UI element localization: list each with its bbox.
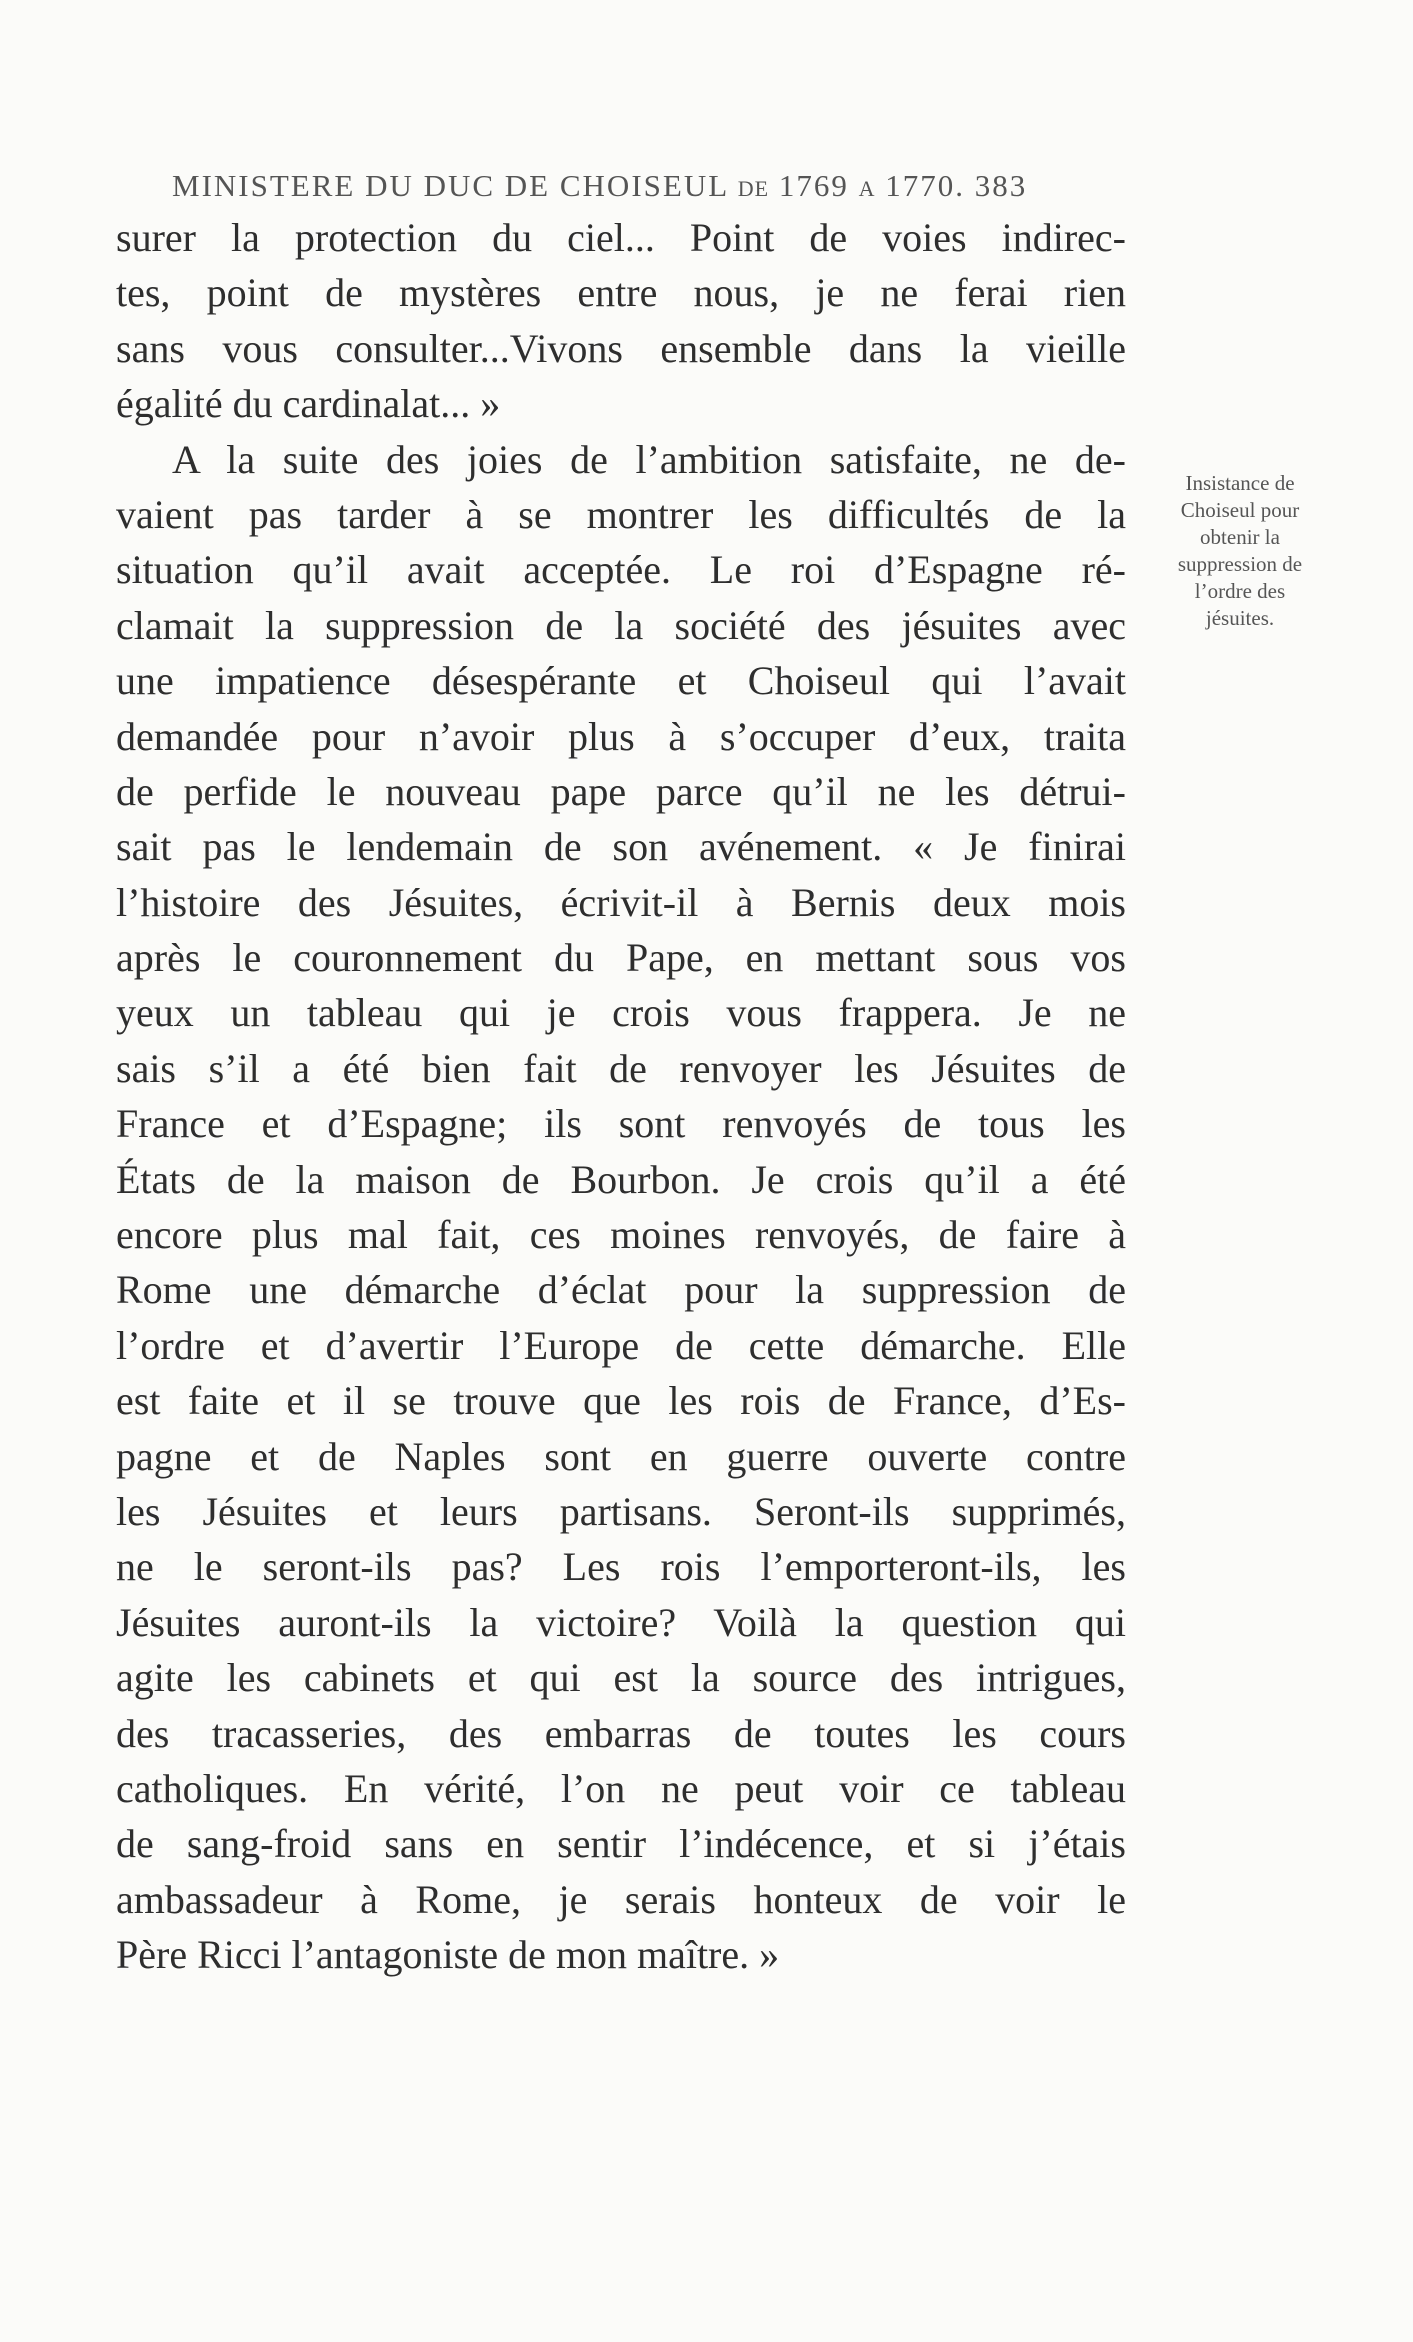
page-number: 383 [974,168,1028,203]
text-line: agite les cabinets et qui est la source des intrigues, [116,1655,1126,1701]
text-line: l’histoire des Jésuites, écrivit-il à Bernis deux mois [116,879,1126,925]
text-line: tes, point de mystères entre nous, je ne ferai rien [116,270,1126,316]
margin-note-line: Insistance de [1185,471,1295,495]
margin-note-line: obtenir la [1200,525,1280,549]
text-line: ambassadeur à Rome, je serais honteux de voir le [116,1876,1126,1922]
text-line: ne le seront-ils pas? Les rois l’emporteront-ils, les [116,1544,1126,1590]
text-line: Père Ricci l’antagoniste de mon maître. » [116,1932,780,1978]
text-line: sans vous consulter...Vivons ensemble dans la vieille [116,325,1126,371]
text-line: sait pas le lendemain de son avénement. « Je finirai [116,824,1126,870]
margin-note-line: suppression de [1177,552,1303,576]
header-a: A [858,176,876,201]
text-line: pagne et de Naples sont en guerre ouverte contre [116,1433,1126,1479]
text-line: de sang-froid sans en sentir l’indécence, et si j’étais [116,1821,1126,1867]
text-line: l’ordre et d’avertir l’Europe de cette démarche. Elle [116,1322,1126,1368]
body-text [116,210,1126,1983]
text-line: surer la protection du ciel... Point de voies indirec- [116,215,1126,260]
text-line: les Jésuites et leurs partisans. Seront-ils supprimés, [116,1488,1126,1534]
header-de: DE [737,176,770,201]
text-line: vaient pas tarder à se montrer les difficultés de la [116,491,1126,537]
paragraph-start-line: A la suite des joies de l’ambition satisfaite, ne de- [172,436,1126,482]
text-line: de perfide le nouveau pape parce qu’il ne les détrui- [116,768,1126,814]
running-header [172,168,1172,204]
margin-note [1150,470,1330,632]
text-line: France et d’Espagne; ils sont renvoyés de tous les [116,1101,1126,1147]
text-line: demandée pour n’avoir plus à s’occuper d’eux, traita [116,713,1126,759]
text-line: encore plus mal fait, ces moines renvoyés, de faire à [116,1212,1126,1258]
text-line: Jésuites auront-ils la victoire? Voilà la question qui [116,1599,1126,1645]
header-year-to: 1770. [885,168,965,203]
text-line: une impatience désespérante et Choiseul qui l’avait [116,658,1126,704]
text-line: situation qu’il avait acceptée. Le roi d’Espagne ré- [116,547,1126,593]
margin-note-line: l’ordre des [1194,579,1286,603]
text-line: Rome une démarche d’éclat pour la suppression de [116,1267,1126,1313]
header-year-from: 1769 [778,168,849,203]
text-line: sais s’il a été bien fait de renvoyer les Jésuites de [116,1045,1126,1091]
text-line: États de la maison de Bourbon. Je crois qu’il a été [116,1156,1126,1202]
text-line: égalité du cardinalat... » [116,381,501,427]
text-line: clamait la suppression de la société des jésuites avec [116,602,1126,648]
header-title: MINISTERE DU DUC DE CHOISEUL [172,168,728,203]
text-line: yeux un tableau qui je crois vous frappera. Je ne [116,990,1126,1036]
text-line: après le couronnement du Pape, en mettant sous vos [116,935,1126,981]
text-line: des tracasseries, des embarras de toutes les cours [116,1710,1126,1756]
text-line: catholiques. En vérité, l’on ne peut voir ce tableau [116,1765,1126,1811]
margin-note-line: jésuites. [1205,606,1275,630]
text-line: est faite et il se trouve que les rois de France, d’Es- [116,1378,1126,1424]
margin-note-line: Choiseul pour [1180,498,1300,522]
